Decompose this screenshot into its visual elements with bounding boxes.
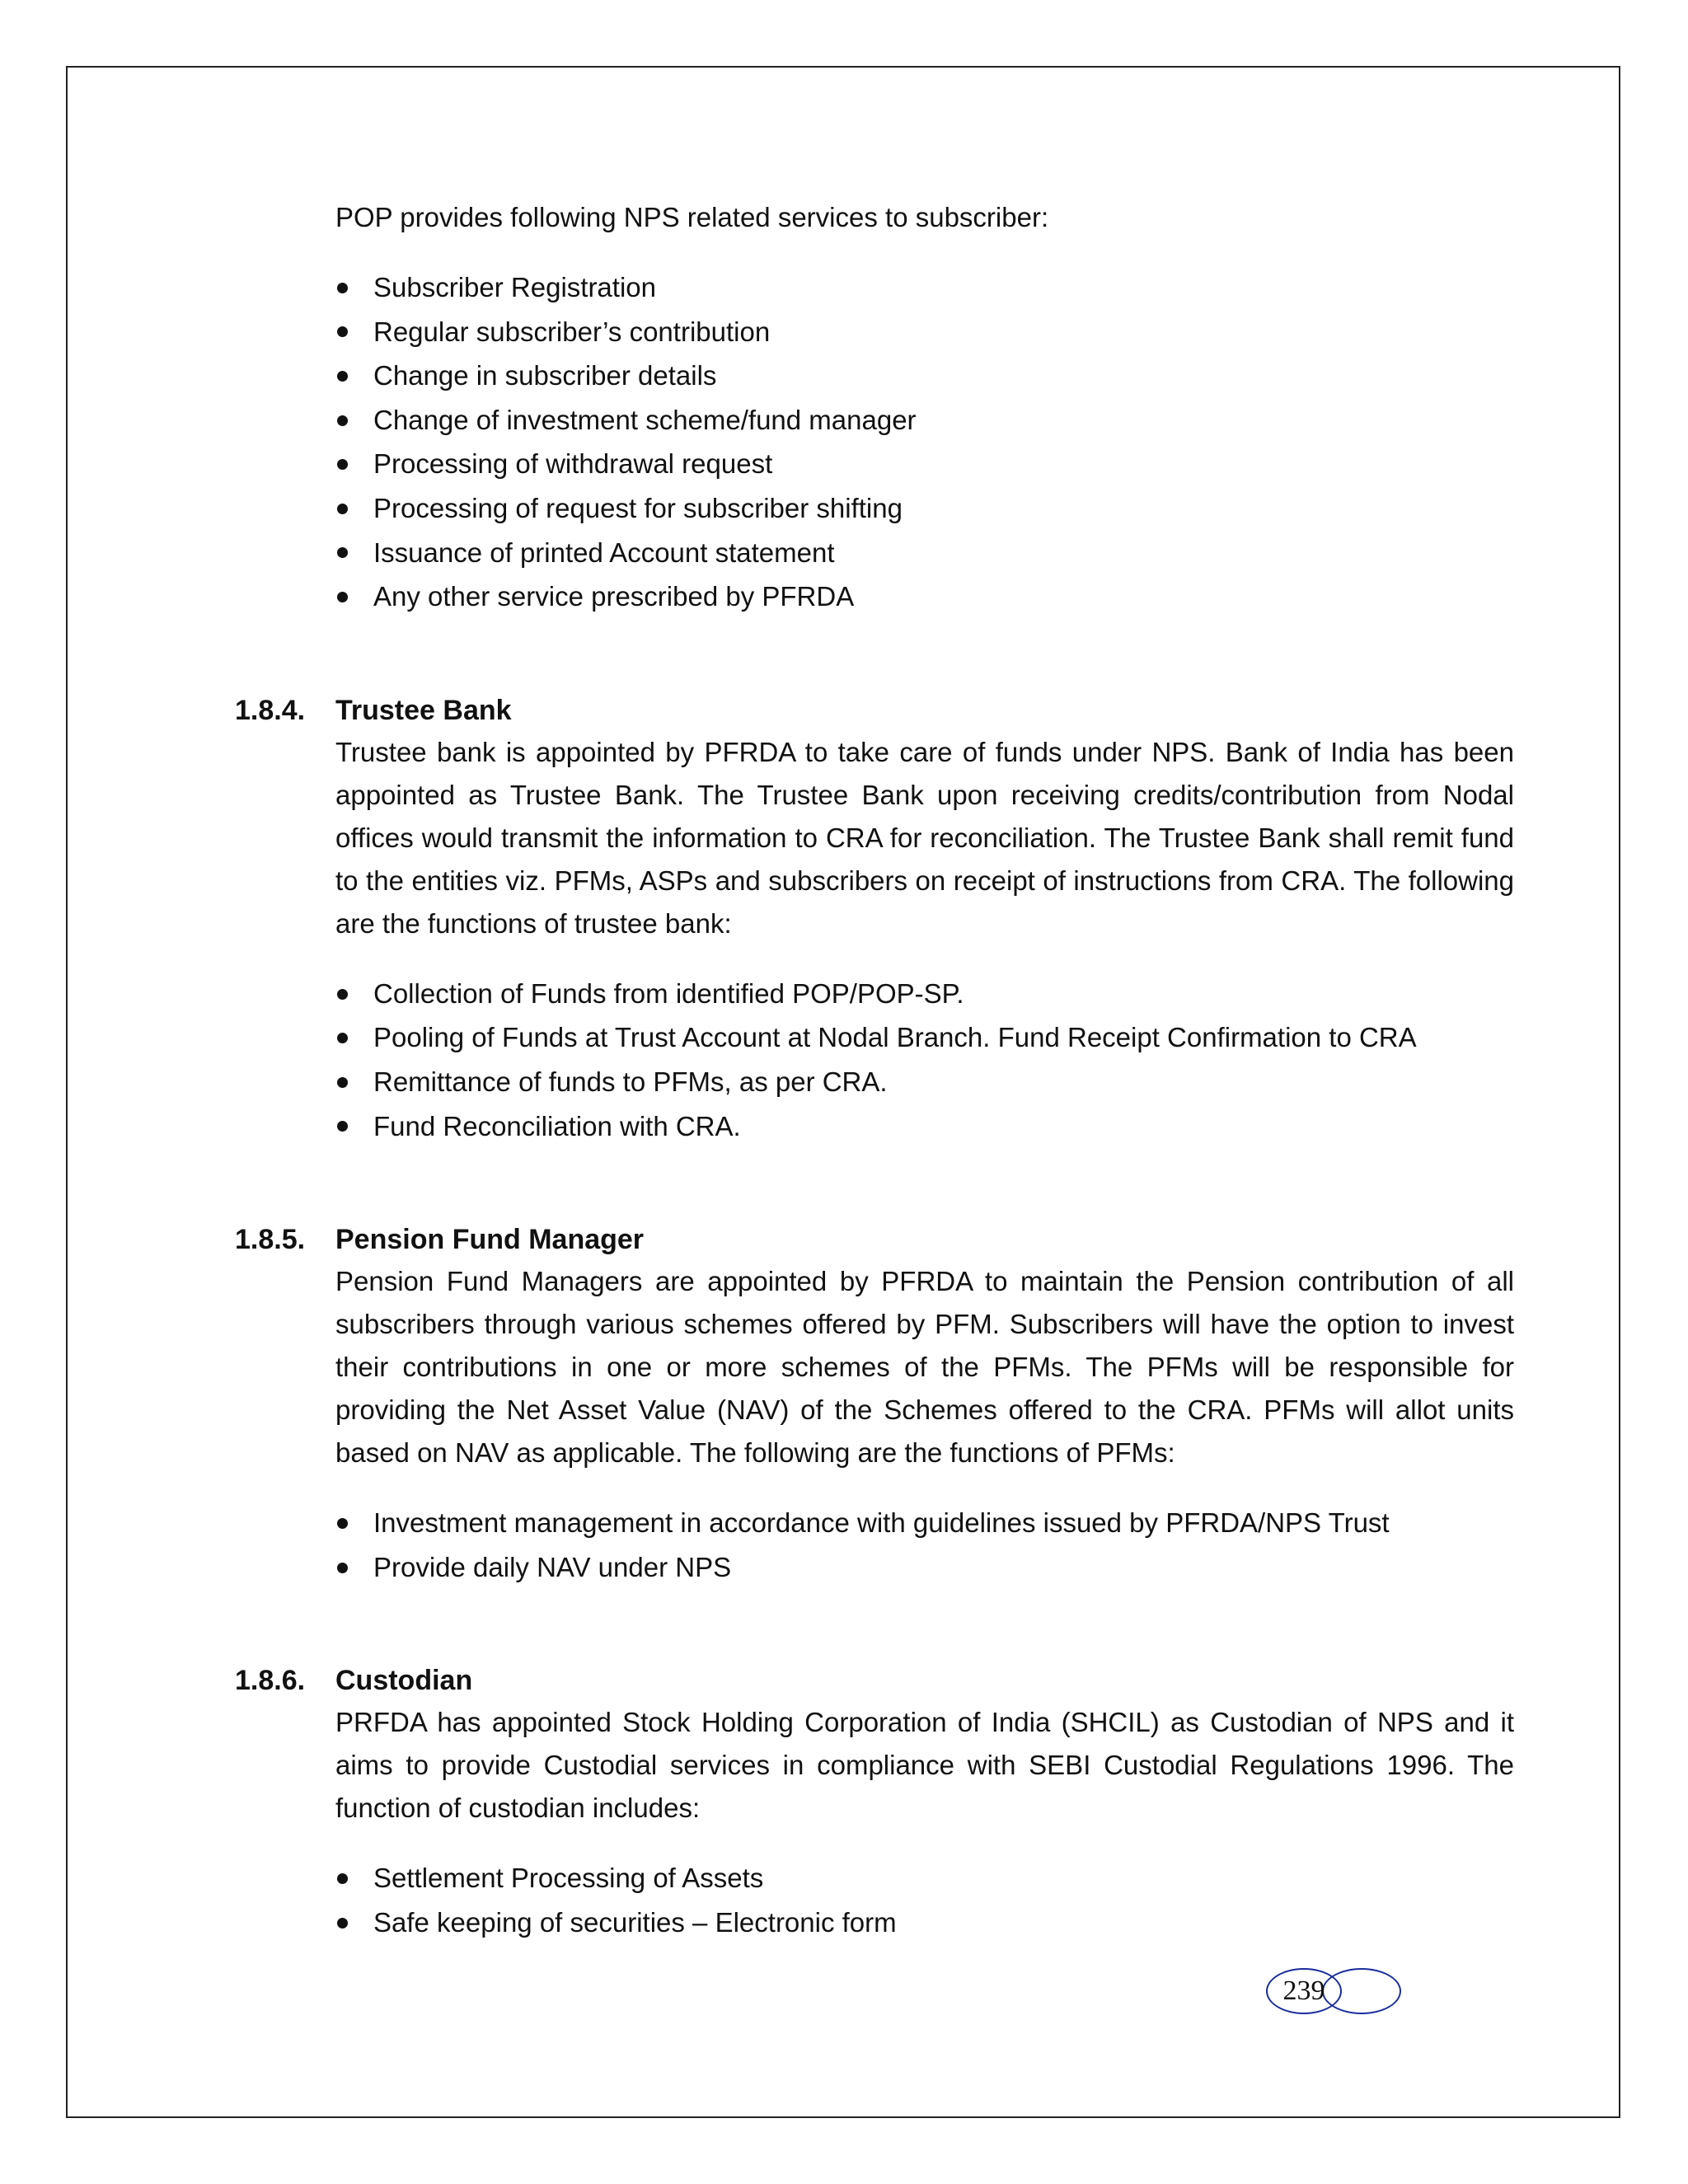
list-item: Processing of request for subscriber shifting [335,486,1514,531]
list-item: Change in subscriber details [335,354,1514,398]
bullet-icon [337,326,348,337]
section-number: 1.8.6. [235,1665,306,1697]
bullet-icon [337,1563,348,1573]
bullet-icon [337,371,348,382]
section-heading [235,1660,1514,1701]
list-item: Any other service prescribed by PFRDA [335,574,1514,619]
bullet-icon [337,1918,348,1929]
bullet-icon [337,1873,348,1884]
list-item: Change of investment scheme/fund manager [335,398,1514,443]
bullet-icon [337,547,348,558]
document-content [235,196,1514,1945]
list-item: Collection of Funds from identified POP/POP-SP. [335,972,1514,1016]
pop-services-list [335,265,1514,619]
section-title: Custodian [335,1665,473,1697]
page-number: 239 [1282,1975,1325,2006]
section-number: 1.8.4. [235,694,306,726]
intro-text: POP provides following NPS related services to subscriber: [335,202,1049,232]
bullet-icon [337,989,348,1000]
section-custodian [235,1660,1514,1944]
section-title: Pension Fund Manager [335,1224,645,1256]
section-trustee-bank [235,690,1514,1148]
list-item: Issuance of printed Account statement [335,531,1514,575]
pfm-functions-list [335,1501,1514,1589]
page-number-badge [1266,1968,1403,2018]
section-heading [235,1219,1514,1260]
bullet-icon [337,415,348,426]
list-item: Subscriber Registration [335,265,1514,310]
bullet-icon [337,504,348,514]
list-item: Regular subscriber’s contribution [335,310,1514,354]
section-number: 1.8.5. [235,1224,306,1256]
list-item: Remittance of funds to PFMs, as per CRA. [335,1060,1514,1104]
list-item: Safe keeping of securities – Electronic form [335,1900,1514,1945]
section-heading [235,690,1514,731]
custodian-functions-list [335,1856,1514,1944]
section-paragraph: Pension Fund Managers are appointed by PFRDA to maintain the Pension contribution of all subscribers through various schemes offered by PFM. Subscribers will have the option to invest their contributions in one or more schemes of the PFMs. The PFMs will be responsible for providing the Net Asset Value (NAV) of the Schemes offered to the CRA. PFMs will allot units based on NAV as applicable. The following are the functions of PFMs: [335,1266,1514,1469]
list-item: Pooling of Funds at Trust Account at Nodal Branch. Fund Receipt Confirmation to CRA [335,1015,1514,1060]
bullet-icon [337,1077,348,1088]
section-paragraph: PRFDA has appointed Stock Holding Corporation of India (SHCIL) as Custodian of NPS and it aims to provide Custodial services in compliance with SEBI Custodial Regulations 1996. The function of custodian includes: [335,1707,1514,1824]
bullet-icon [337,459,348,470]
list-item: Investment management in accordance with guidelines issued by PFRDA/NPS Trust [335,1501,1514,1545]
list-item: Provide daily NAV under NPS [335,1545,1514,1590]
bullet-icon [337,1033,348,1043]
section-paragraph: Trustee bank is appointed by PFRDA to take care of funds under NPS. Bank of India has been appointed as Trustee Bank. The Trustee Bank upon receiving credits/contribution from Nodal offices would transmit the information to CRA for reconciliation. The Trustee Bank shall remit fund to the entities viz. PFMs, ASPs and subscribers on receipt of instructions from CRA. The following are the functions of trustee bank: [335,736,1514,939]
list-item: Fund Reconciliation with CRA. [335,1104,1514,1149]
list-item: Settlement Processing of Assets [335,1856,1514,1900]
bullet-icon [337,1518,348,1529]
trustee-functions-list [335,972,1514,1148]
bullet-icon [337,592,348,602]
section-pension-fund-manager [235,1219,1514,1589]
list-item: Processing of withdrawal request [335,442,1514,486]
section-title: Trustee Bank [335,694,512,726]
bullet-icon [337,283,348,293]
bullet-icon [337,1121,348,1132]
